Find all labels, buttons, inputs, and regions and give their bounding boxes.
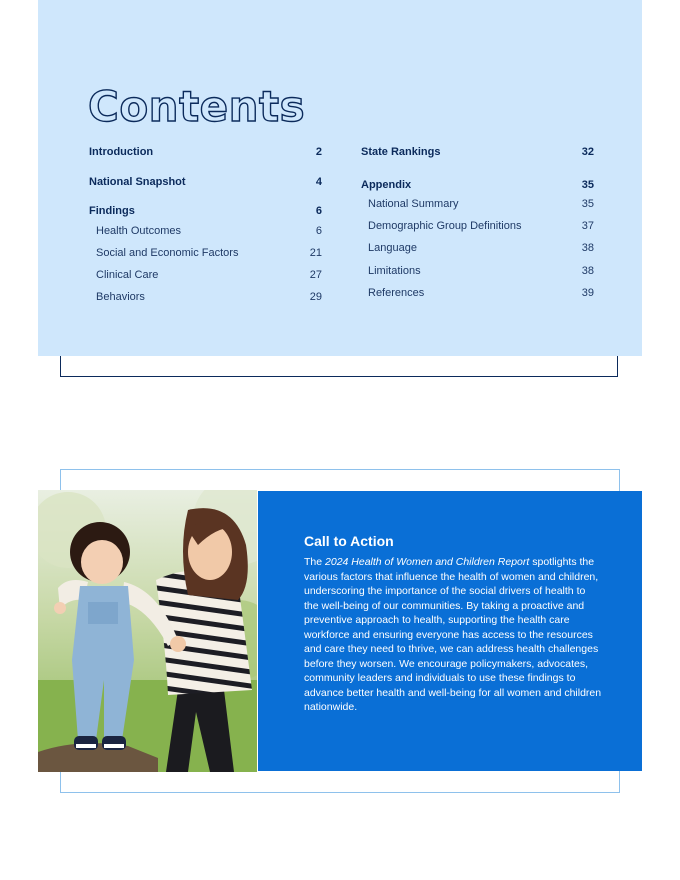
toc-entry-label: Introduction: [89, 146, 154, 158]
toc-entry-label: Behaviors: [96, 291, 145, 303]
toc-entry-behaviors[interactable]: [89, 290, 322, 304]
cta-title: Call to Action: [304, 533, 394, 549]
toc-entry-appendix[interactable]: [361, 178, 594, 192]
toc-entry-references[interactable]: [361, 286, 594, 300]
toc-entry-label: Appendix: [361, 179, 412, 191]
toc-entry-page: 39: [581, 287, 594, 299]
toc-entry-label: State Rankings: [361, 146, 441, 158]
toc-entry-label: Health Outcomes: [96, 225, 181, 237]
toc-entry-page: 32: [581, 146, 594, 158]
toc-entry-page: 35: [581, 179, 594, 191]
toc-entry-page: 29: [309, 291, 322, 303]
toc-entry-clinical-care[interactable]: [89, 268, 322, 282]
toc-entry-page: 6: [315, 205, 322, 217]
toc-entry-label: References: [368, 287, 425, 299]
toc-entry-page: 37: [581, 220, 594, 232]
toc-entry-label: Findings: [89, 205, 135, 217]
toc-entry-label: National Summary: [368, 198, 459, 210]
cta-intro: The: [304, 556, 326, 568]
toc-entry-page: 6: [315, 225, 322, 237]
cta-body: [304, 555, 602, 715]
toc-entry-national-summary[interactable]: [361, 197, 594, 211]
call-to-action-box: [258, 491, 642, 771]
toc-entry-label: Language: [368, 242, 417, 254]
toc-entry-page: 21: [309, 247, 322, 259]
toc-entry-label: Clinical Care: [96, 269, 159, 281]
photo-illustration: [38, 490, 257, 772]
cta-report-name: 2024 Health of Women and Children Report: [325, 556, 530, 568]
toc-entry-page: 27: [309, 269, 322, 281]
toc-entry-page: 4: [315, 176, 322, 188]
toc-entry-limitations[interactable]: [361, 264, 594, 278]
cta-body-text: spotlights the various factors that influence the health of women and children, underscoring the importance of the social drivers of health to the well-being of our communities. By taking a proactive and preventive approach to health, supporting the health care workforce and ensuring everyone has access to the resources and care they need to thrive, we can address health challenges before they worsen. We encourage policymakers, advocates, community leaders and individuals to use these findings to advance better health and well-being for all women and children nationwide.: [304, 556, 602, 713]
toc-entry-health-outcomes[interactable]: [89, 224, 322, 238]
toc-entry-page: 35: [581, 198, 594, 210]
toc-entry-introduction[interactable]: [89, 145, 322, 159]
contents-title: Contents: [88, 82, 306, 131]
toc-entry-label: National Snapshot: [89, 176, 186, 188]
toc-entry-language[interactable]: [361, 241, 594, 255]
toc-entry-page: 38: [581, 265, 594, 277]
mother-child-photo: [38, 490, 257, 772]
toc-entry-page: 38: [581, 242, 594, 254]
toc-entry-label: Social and Economic Factors: [96, 247, 239, 259]
toc-entry-demographic-group-definitions[interactable]: [361, 219, 594, 233]
toc-entry-findings[interactable]: [89, 204, 322, 218]
toc-entry-social-economic-factors[interactable]: [89, 246, 322, 260]
toc-entry-state-rankings[interactable]: [361, 145, 594, 159]
toc-entry-national-snapshot[interactable]: [89, 175, 322, 189]
toc-entry-page: 2: [315, 146, 322, 158]
toc-entry-label: Limitations: [368, 265, 421, 277]
toc-entry-label: Demographic Group Definitions: [368, 220, 522, 232]
